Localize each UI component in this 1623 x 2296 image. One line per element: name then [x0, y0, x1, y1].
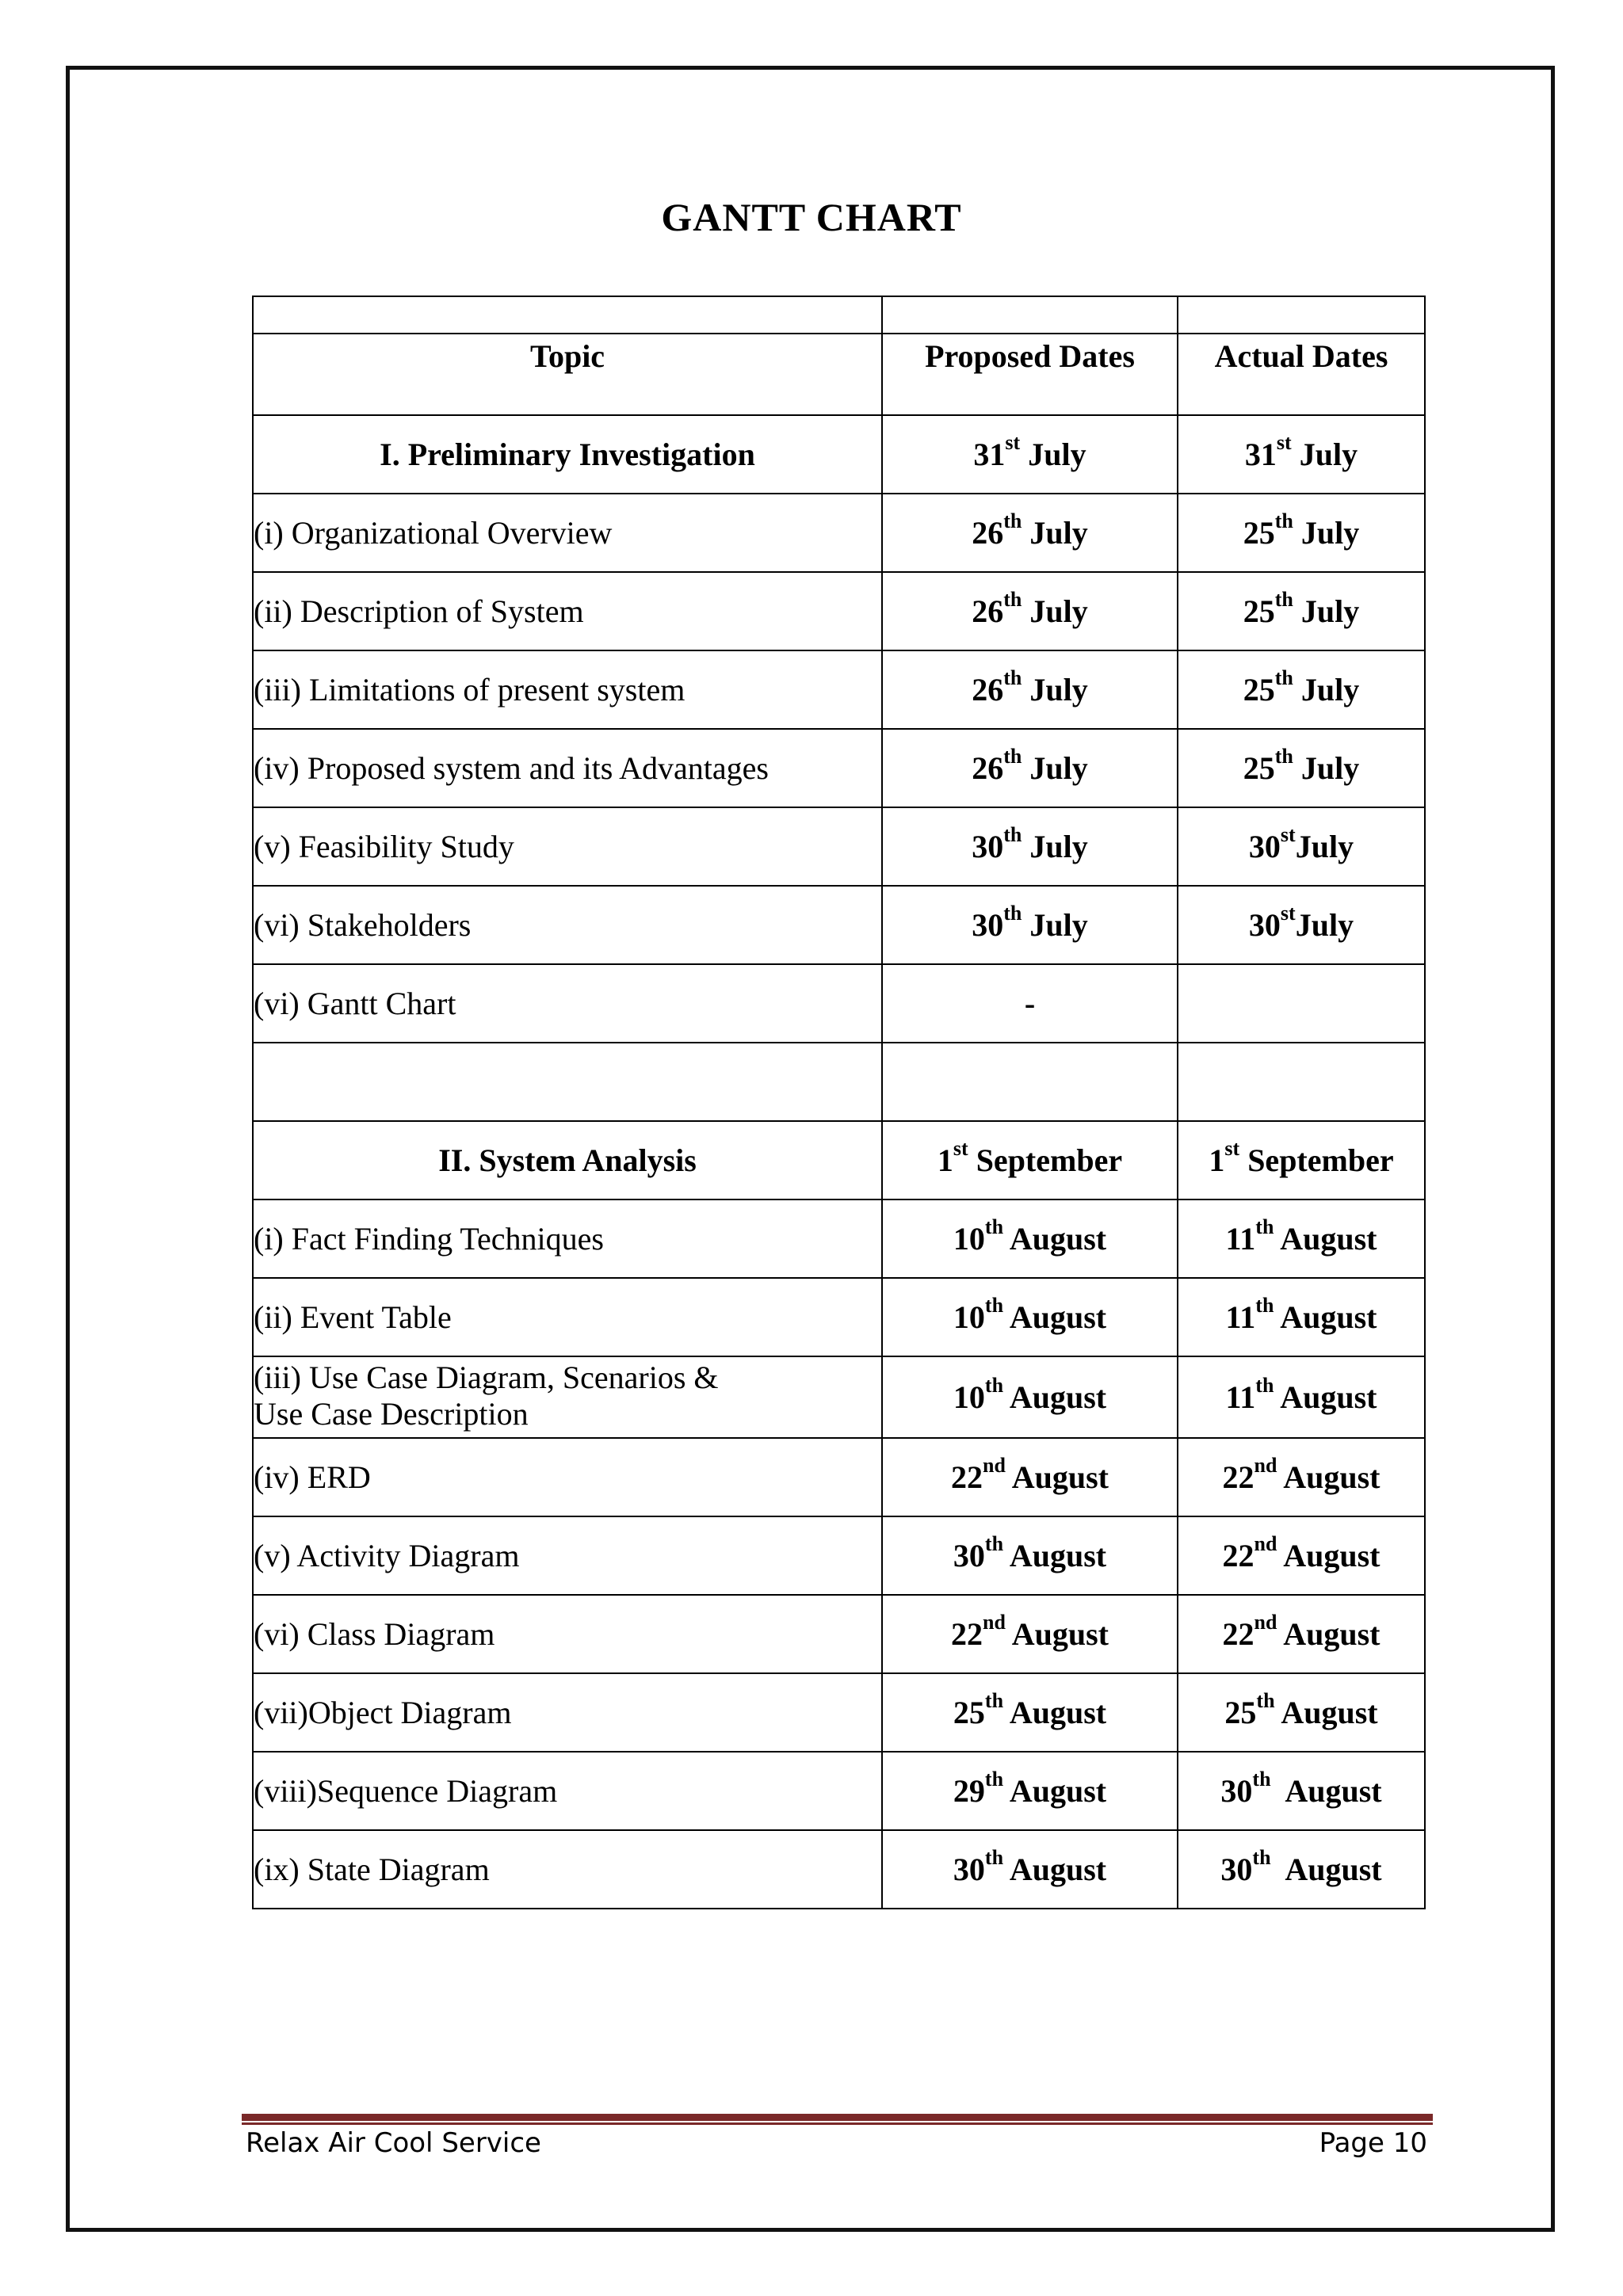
topic-cell: (i) Organizational Overview [253, 494, 882, 572]
date-ordinal-suffix: th [1252, 1768, 1271, 1791]
date-day: - [1024, 986, 1036, 1021]
gantt-table [252, 296, 1426, 1909]
header-proposed-dates: Proposed Dates [882, 334, 1178, 415]
topic-cell: (iii) Limitations of present system [253, 650, 882, 729]
table-row [253, 1830, 1425, 1909]
date-ordinal-suffix: th [1003, 902, 1022, 925]
date-month: August [1277, 1538, 1381, 1573]
actual-date [1178, 1752, 1425, 1830]
date-month: July [1295, 829, 1354, 864]
table-top-spacer-row [253, 296, 1425, 334]
date-day: 30 [1248, 829, 1281, 864]
date-ordinal-suffix: th [1274, 745, 1293, 768]
date-ordinal-suffix: th [984, 1532, 1004, 1555]
empty-cell [1178, 296, 1425, 334]
topic-cell: (iv) Proposed system and its Advantages [253, 729, 882, 807]
proposed-date [882, 1830, 1178, 1909]
actual-date [1178, 729, 1425, 807]
proposed-date [882, 1438, 1178, 1516]
date-ordinal-suffix: th [1255, 1215, 1274, 1238]
actual-date [1178, 1199, 1425, 1278]
date-ordinal-suffix: th [984, 1768, 1004, 1791]
footer-page-number: Page 10 [1319, 2127, 1427, 2159]
topic-cell [253, 1356, 882, 1438]
date-day: 30 [1220, 1852, 1253, 1887]
actual-date [1178, 1673, 1425, 1752]
actual-date [1178, 1438, 1425, 1516]
table-row [253, 494, 1425, 572]
table-row [253, 572, 1425, 650]
date-ordinal-suffix: st [953, 1137, 968, 1160]
actual-date [1178, 964, 1425, 1043]
table-row [253, 1516, 1425, 1595]
date-day: 25 [953, 1695, 985, 1730]
date-ordinal-suffix: th [984, 1294, 1004, 1317]
actual-date [1178, 1278, 1425, 1356]
actual-date [1178, 886, 1425, 964]
date-day: 26 [972, 672, 1004, 707]
date-ordinal-suffix: st [1280, 823, 1296, 846]
date-ordinal-suffix: nd [983, 1611, 1006, 1634]
table-row [253, 1199, 1425, 1278]
table-row [253, 650, 1425, 729]
topic-cell: (vi) Gantt Chart [253, 964, 882, 1043]
date-day: 1 [1209, 1142, 1225, 1178]
date-day: 26 [972, 593, 1004, 629]
date-ordinal-suffix: th [984, 1215, 1004, 1238]
date-ordinal-suffix: th [1003, 588, 1022, 611]
date-day: 22 [1222, 1459, 1254, 1495]
date-ordinal-suffix: th [1274, 588, 1293, 611]
date-month: July [1022, 515, 1088, 551]
date-month: August [1005, 1616, 1109, 1652]
date-month: September [1239, 1142, 1394, 1178]
date-day: 22 [1222, 1538, 1254, 1573]
actual-date [1178, 1356, 1425, 1438]
proposed-date [882, 494, 1178, 572]
date-ordinal-suffix: th [1255, 1374, 1274, 1397]
empty-cell [882, 1043, 1178, 1121]
table-blank-row [253, 1043, 1425, 1121]
date-day: 30 [972, 907, 1004, 943]
proposed-date [882, 807, 1178, 886]
date-day: 31 [973, 437, 1006, 472]
proposed-date [882, 729, 1178, 807]
date-day: 30 [953, 1852, 985, 1887]
section-heading: I. Preliminary Investigation [253, 415, 882, 494]
date-day: 1 [937, 1142, 953, 1178]
table-row [253, 1278, 1425, 1356]
topic-line: (iii) Use Case Diagram, Scenarios & [254, 1359, 719, 1395]
date-month: August [1274, 1299, 1377, 1335]
date-month: August [1274, 1221, 1377, 1257]
table-row [253, 807, 1425, 886]
proposed-date [882, 1121, 1178, 1199]
page-title: GANTT CHART [661, 195, 962, 239]
date-day: 22 [951, 1459, 983, 1495]
date-day: 10 [953, 1221, 985, 1257]
date-ordinal-suffix: th [1255, 1294, 1274, 1317]
date-day: 30 [972, 829, 1004, 864]
topic-cell: (v) Feasibility Study [253, 807, 882, 886]
date-day: 31 [1244, 437, 1277, 472]
date-ordinal-suffix: st [1005, 431, 1021, 454]
date-day: 10 [953, 1299, 985, 1335]
date-ordinal-suffix: th [1256, 1689, 1275, 1712]
date-day: 26 [972, 515, 1004, 551]
date-day: 25 [1224, 1695, 1257, 1730]
table-row [253, 1673, 1425, 1752]
proposed-date [882, 1595, 1178, 1673]
date-month: September [968, 1142, 1123, 1178]
footer-document-name: Relax Air Cool Service [246, 2127, 541, 2159]
header-topic: Topic [253, 334, 882, 415]
date-month: August [1003, 1299, 1107, 1335]
date-month: August [1003, 1695, 1107, 1730]
topic-cell: (iv) ERD [253, 1438, 882, 1516]
date-ordinal-suffix: st [1280, 902, 1296, 925]
proposed-date [882, 572, 1178, 650]
date-month: July [1022, 672, 1088, 707]
date-ordinal-suffix: th [984, 1689, 1004, 1712]
date-day: 30 [1248, 907, 1281, 943]
date-day: 30 [1220, 1773, 1253, 1809]
date-month: August [1005, 1459, 1109, 1495]
date-ordinal-suffix: th [1003, 509, 1022, 532]
date-day: 26 [972, 750, 1004, 786]
date-month: August [1003, 1852, 1107, 1887]
proposed-date [882, 964, 1178, 1043]
proposed-date [882, 650, 1178, 729]
proposed-date [882, 886, 1178, 964]
date-month: July [1291, 437, 1358, 472]
date-ordinal-suffix: nd [1254, 1532, 1277, 1555]
date-day: 25 [1243, 672, 1275, 707]
date-month: July [1293, 750, 1360, 786]
date-month: July [1295, 907, 1354, 943]
date-ordinal-suffix: th [1274, 509, 1293, 532]
date-day: 25 [1243, 515, 1275, 551]
section-heading: II. System Analysis [253, 1121, 882, 1199]
proposed-date [882, 415, 1178, 494]
topic-cell: (vi) Class Diagram [253, 1595, 882, 1673]
topic-cell: (ix) State Diagram [253, 1830, 882, 1909]
actual-date [1178, 1121, 1425, 1199]
footer-rule [242, 2114, 1433, 2125]
date-month: July [1022, 593, 1088, 629]
table-row [253, 1752, 1425, 1830]
date-month: July [1020, 437, 1086, 472]
date-ordinal-suffix: st [1224, 1137, 1240, 1160]
date-month: August [1003, 1379, 1107, 1415]
actual-date [1178, 572, 1425, 650]
date-ordinal-suffix: th [1003, 823, 1022, 846]
proposed-date [882, 1278, 1178, 1356]
date-day: 10 [953, 1379, 985, 1415]
date-day: 22 [951, 1616, 983, 1652]
table-header-row [253, 334, 1425, 415]
date-ordinal-suffix: th [1274, 666, 1293, 689]
date-month: July [1022, 829, 1088, 864]
actual-date [1178, 1516, 1425, 1595]
topic-cell: (ii) Description of System [253, 572, 882, 650]
date-day: 11 [1225, 1379, 1256, 1415]
date-month: August [1003, 1538, 1107, 1573]
topic-cell: (vii)Object Diagram [253, 1673, 882, 1752]
topic-cell: (vi) Stakeholders [253, 886, 882, 964]
actual-date [1178, 415, 1425, 494]
empty-cell [253, 1043, 882, 1121]
date-ordinal-suffix: th [1252, 1846, 1271, 1869]
date-month: August [1270, 1852, 1382, 1887]
date-day: 11 [1225, 1221, 1256, 1257]
date-month: August [1274, 1379, 1377, 1415]
proposed-date [882, 1516, 1178, 1595]
header-actual-dates: Actual Dates [1178, 334, 1425, 415]
date-day: 25 [1243, 593, 1275, 629]
proposed-date [882, 1199, 1178, 1278]
actual-date [1178, 1595, 1425, 1673]
date-ordinal-suffix: nd [983, 1454, 1006, 1477]
table-row [253, 1438, 1425, 1516]
date-month: July [1293, 515, 1360, 551]
date-ordinal-suffix: th [1003, 666, 1022, 689]
date-ordinal-suffix: st [1276, 431, 1292, 454]
date-day: 22 [1222, 1616, 1254, 1652]
date-month: August [1277, 1459, 1381, 1495]
date-month: August [1270, 1773, 1382, 1809]
date-month: July [1022, 750, 1088, 786]
date-month: July [1293, 672, 1360, 707]
date-day: 29 [953, 1773, 985, 1809]
proposed-date [882, 1752, 1178, 1830]
empty-cell [1178, 1043, 1425, 1121]
date-ordinal-suffix: th [1003, 745, 1022, 768]
table-row [253, 886, 1425, 964]
date-month: August [1003, 1221, 1107, 1257]
topic-cell: (i) Fact Finding Techniques [253, 1199, 882, 1278]
empty-cell [253, 296, 882, 334]
date-ordinal-suffix: nd [1254, 1611, 1277, 1634]
date-month: July [1022, 907, 1088, 943]
section-heading-row [253, 1121, 1425, 1199]
date-day: 25 [1243, 750, 1275, 786]
actual-date [1178, 650, 1425, 729]
date-ordinal-suffix: nd [1254, 1454, 1277, 1477]
topic-cell: (v) Activity Diagram [253, 1516, 882, 1595]
topic-line: Use Case Description [254, 1395, 529, 1432]
table-row [253, 1595, 1425, 1673]
proposed-date [882, 1356, 1178, 1438]
date-month: August [1003, 1773, 1107, 1809]
section-heading-row [253, 415, 1425, 494]
date-ordinal-suffix: th [984, 1846, 1004, 1869]
date-month: August [1274, 1695, 1378, 1730]
empty-cell [882, 296, 1178, 334]
date-day: 11 [1225, 1299, 1256, 1335]
actual-date [1178, 807, 1425, 886]
proposed-date [882, 1673, 1178, 1752]
date-month: August [1277, 1616, 1381, 1652]
actual-date [1178, 1830, 1425, 1909]
topic-cell: (viii)Sequence Diagram [253, 1752, 882, 1830]
table-row [253, 964, 1425, 1043]
actual-date [1178, 494, 1425, 572]
date-month: July [1293, 593, 1360, 629]
date-day: 30 [953, 1538, 985, 1573]
date-ordinal-suffix: th [984, 1374, 1004, 1397]
table-row [253, 729, 1425, 807]
table-row [253, 1356, 1425, 1438]
topic-cell: (ii) Event Table [253, 1278, 882, 1356]
